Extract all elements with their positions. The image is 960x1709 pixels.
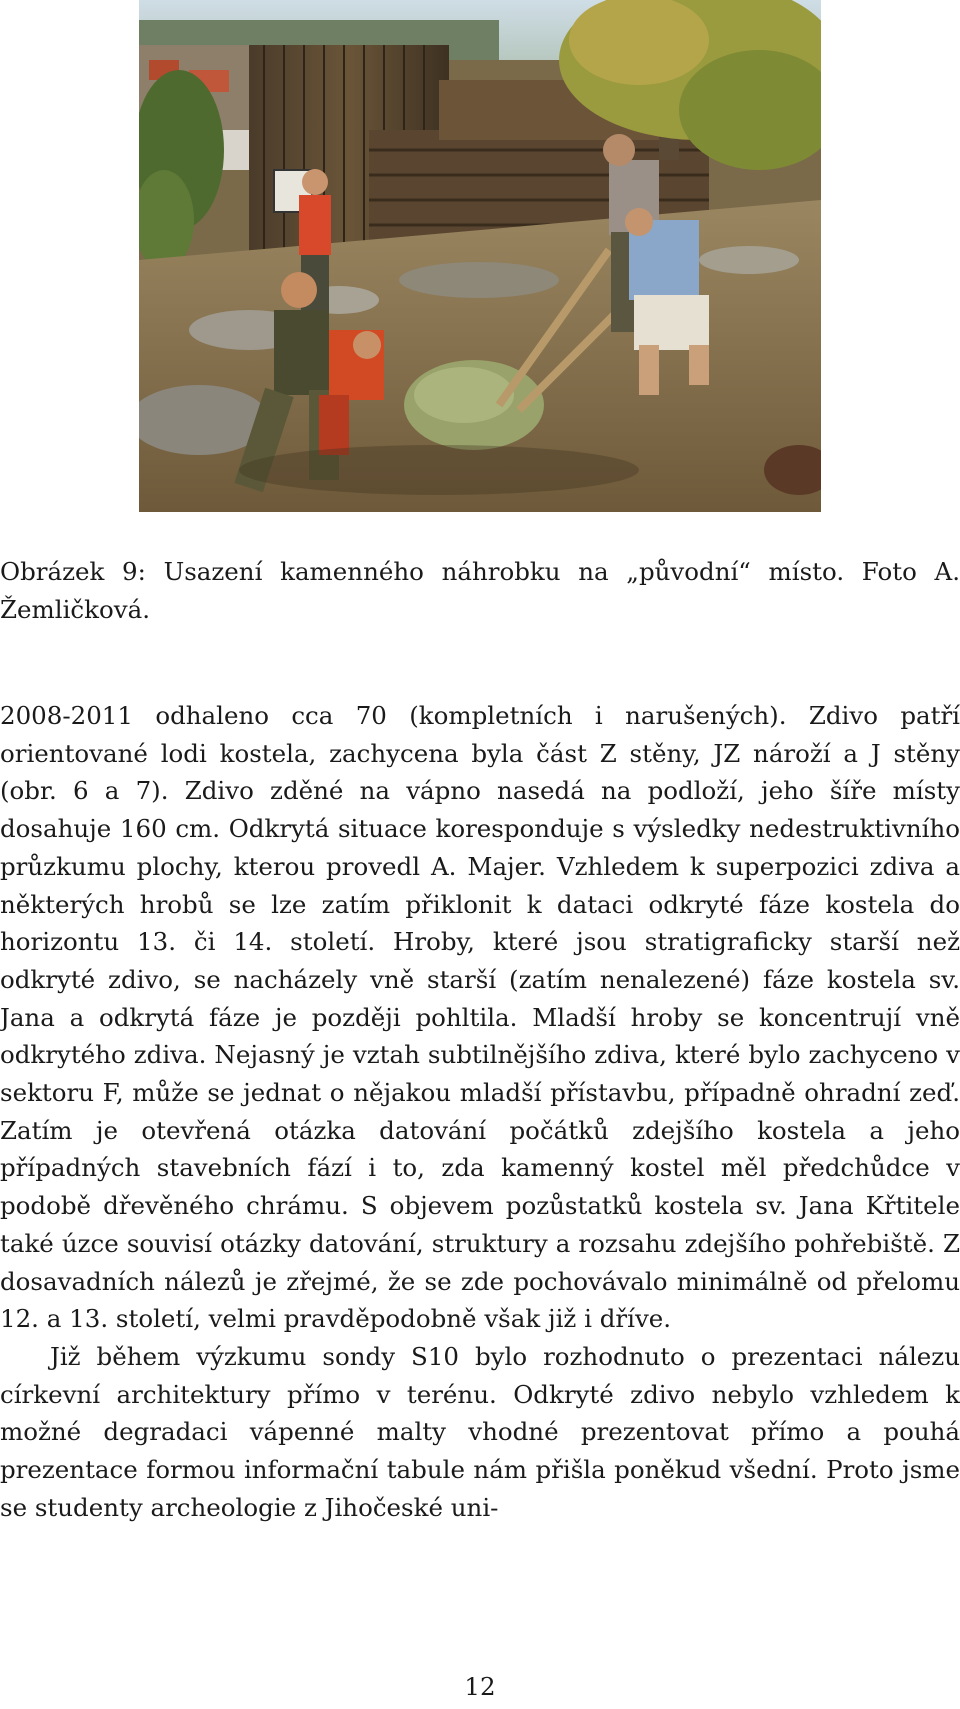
figure-caption: Obrázek 9: Usazení kamenného náhrobku na „původní“ místo. Foto A. Žemličková. [0, 557, 960, 624]
paragraph: 2008-2011 odhaleno cca 70 (kompletních i narušených). Zdivo patří orientované lodi kostela, zachycena byla část Z stěny, JZ nároží a J stěny (obr. 6 a 7). Zdivo zděné na vápno nasedá na podloží, jeho šíře místy dosahuje 160 cm. Odkrytá situace koresponduje s výsledky nedestruktivního průzkumu plochy, kterou provedl A. Majer. Vzhledem k superpozici zdiva a některých hrobů se lze zatím přiklonit k dataci odkryté fáze kostela do horizontu 13. či 14. století. Hroby, které jsou stratigraficky starší než odkryté zdivo, se nacházely vně starší (zatím nenalezené) fáze kostela sv. Jana a odkrytá fáze je později pohltila. Mladší hroby se koncentrují vně odkrytého zdiva. Nejasný je vztah subtilnějšího zdiva, které bylo zachyceno v sektoru F, může se jednat o nějakou mladší přístavbu, případně ohradní zeď. Zatím je otevřená otázka datování počátků zdejšího kostela a jeho případných stavebních fází i to, zda kamenný kostel měl předchůdce v podobě dřevěného chrámu. S objevem pozůstatků kostela sv. Jana Křtitele také úzce souvisí otázky datování, struktury a rozsahu zdejšího pohřebiště. Z dosavadních nálezů je zřejmé, že se zde pochovávalo minimálně od přelomu 12. a 13. století, velmi pravděpodobně však již i dříve. [0, 701, 960, 1334]
figure-photo [139, 0, 821, 512]
paragraph: Již během výzkumu sondy S10 bylo rozhodnuto o prezentaci nálezu církevní architektury přímo v terénu. Odkryté zdivo nebylo vzhledem k možné degradaci vápenné malty vhodné prezentovat přímo a pouhá prezentace formou informační tabule nám přišla poněkud všední. Proto jsme se studenty archeologie z Jihočeské uni- [0, 1341, 960, 1522]
page-number: 12 [464, 1672, 496, 1701]
body-text [0, 697, 960, 1526]
photo-image-icon [139, 0, 821, 512]
